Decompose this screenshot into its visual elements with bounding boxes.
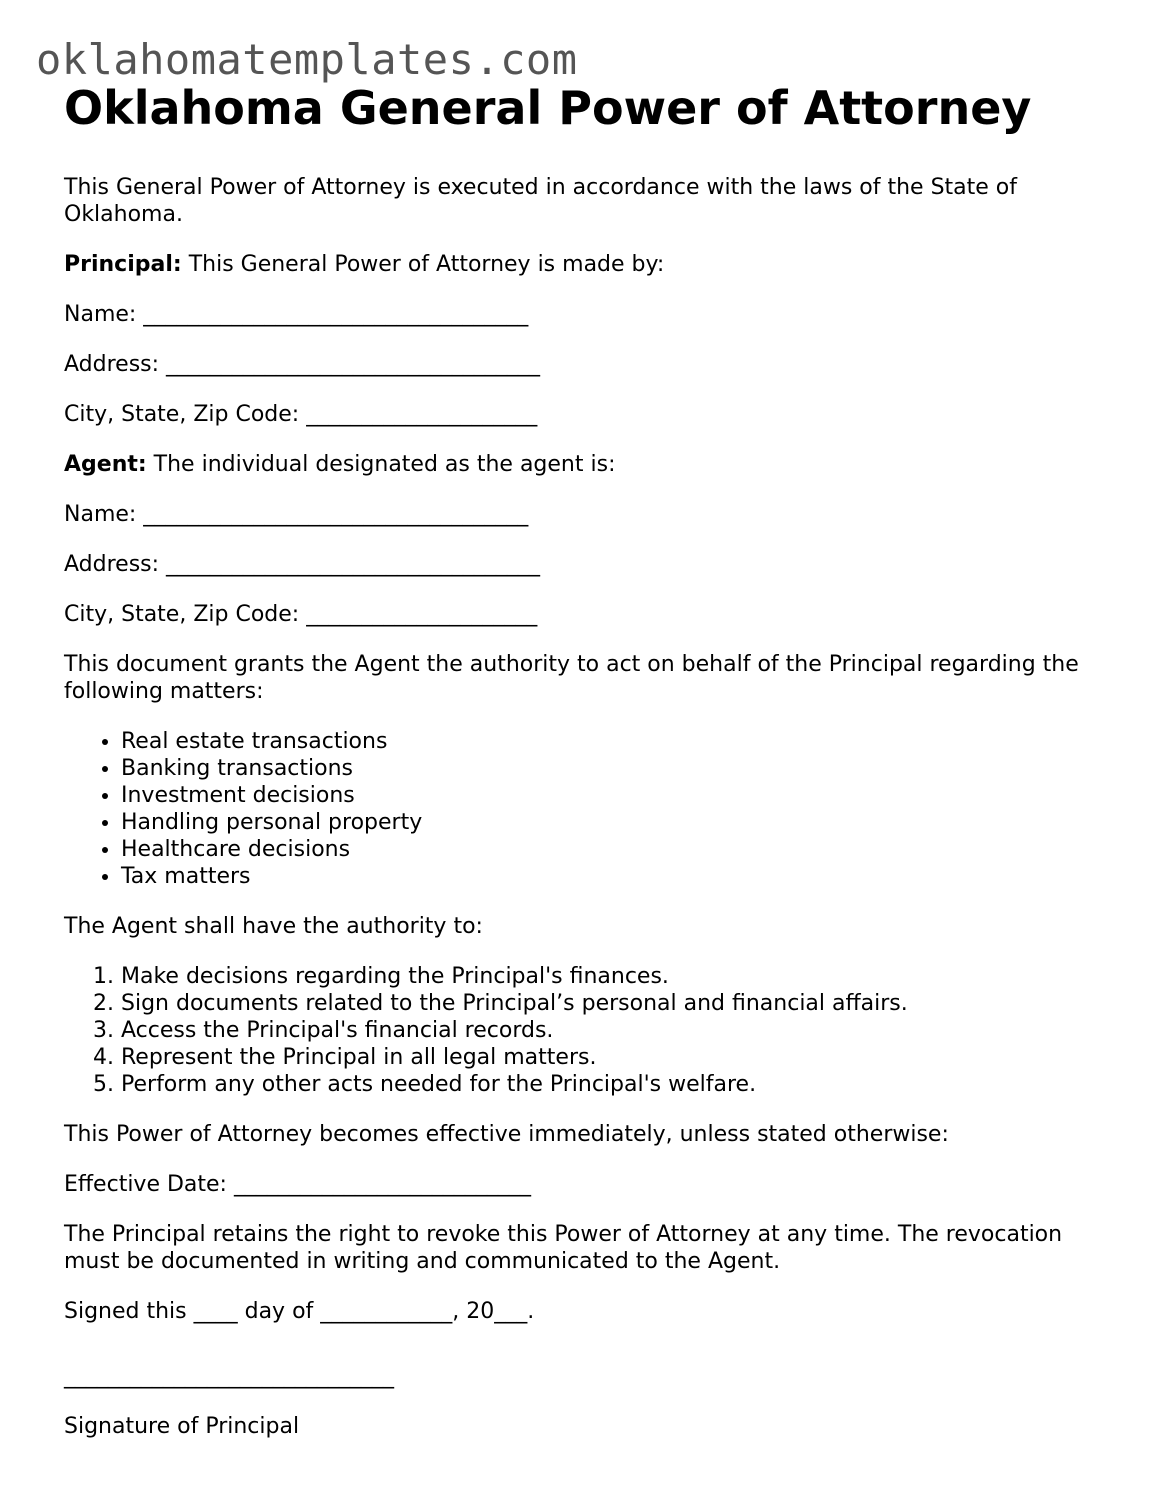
list-item: 1. Make decisions regarding the Principal's finances.: [121, 963, 1104, 990]
list-item: 3. Access the Principal's financial records.: [121, 1017, 1104, 1044]
principal-label: Principal:: [64, 252, 182, 277]
list-item: • Tax matters: [121, 863, 1104, 890]
signature-line[interactable]: ______________________________: [64, 1364, 394, 1389]
effective-date-field[interactable]: Effective Date: ___________________________: [64, 1172, 531, 1197]
list-item: 2. Sign documents related to the Principal’s personal and financial affairs.: [121, 990, 1104, 1017]
agent-heading: [64, 451, 1104, 478]
list-item: 5. Perform any other acts needed for the Principal's welfare.: [121, 1071, 1104, 1098]
authorities-list: [64, 963, 1104, 1098]
agent-label: Agent:: [64, 452, 147, 477]
list-item: • Healthcare decisions: [121, 836, 1104, 863]
document-title: Oklahoma General Power of Attorney: [64, 81, 1032, 135]
list-item: • Real estate transactions: [121, 728, 1104, 755]
authority-paragraph: The Agent shall have the authority to:: [64, 914, 483, 939]
intro-paragraph: This General Power of Attorney is executed in accordance with the laws of the State of Oklahoma.: [64, 175, 1018, 227]
principal-heading: [64, 251, 1104, 278]
agent-name-field[interactable]: Name: ___________________________________: [64, 502, 529, 527]
principal-city-field[interactable]: City, State, Zip Code: _____________________: [64, 402, 538, 427]
revoke-paragraph: The Principal retains the right to revoke this Power of Attorney at any time. The revocation must be documented in writing and communicated to the Agent.: [64, 1222, 1063, 1274]
agent-address-field[interactable]: Address: __________________________________: [64, 552, 541, 577]
list-item: • Handling personal property: [121, 809, 1104, 836]
agent-text: The individual designated as the agent is:: [146, 452, 616, 477]
list-item: 4. Represent the Principal in all legal matters.: [121, 1044, 1104, 1071]
list-item: • Banking transactions: [121, 755, 1104, 782]
signature-label: Signature of Principal: [64, 1414, 300, 1439]
document-body: [64, 80, 1104, 1463]
principal-name-field[interactable]: Name: ___________________________________: [64, 302, 529, 327]
principal-address-field[interactable]: Address: __________________________________: [64, 352, 541, 377]
site-watermark: oklahomatemplates.com: [36, 35, 578, 84]
grants-paragraph: This document grants the Agent the authority to act on behalf of the Principal regarding the following matters:: [64, 652, 1079, 704]
agent-city-field[interactable]: City, State, Zip Code: _____________________: [64, 602, 538, 627]
effective-paragraph: This Power of Attorney becomes effective immediately, unless stated otherwise:: [64, 1122, 949, 1147]
matters-list: [64, 728, 1104, 890]
principal-text: This General Power of Attorney is made by:: [181, 252, 665, 277]
signed-date-field[interactable]: Signed this ____ day of ____________, 20___.: [64, 1299, 535, 1324]
list-item: • Investment decisions: [121, 782, 1104, 809]
